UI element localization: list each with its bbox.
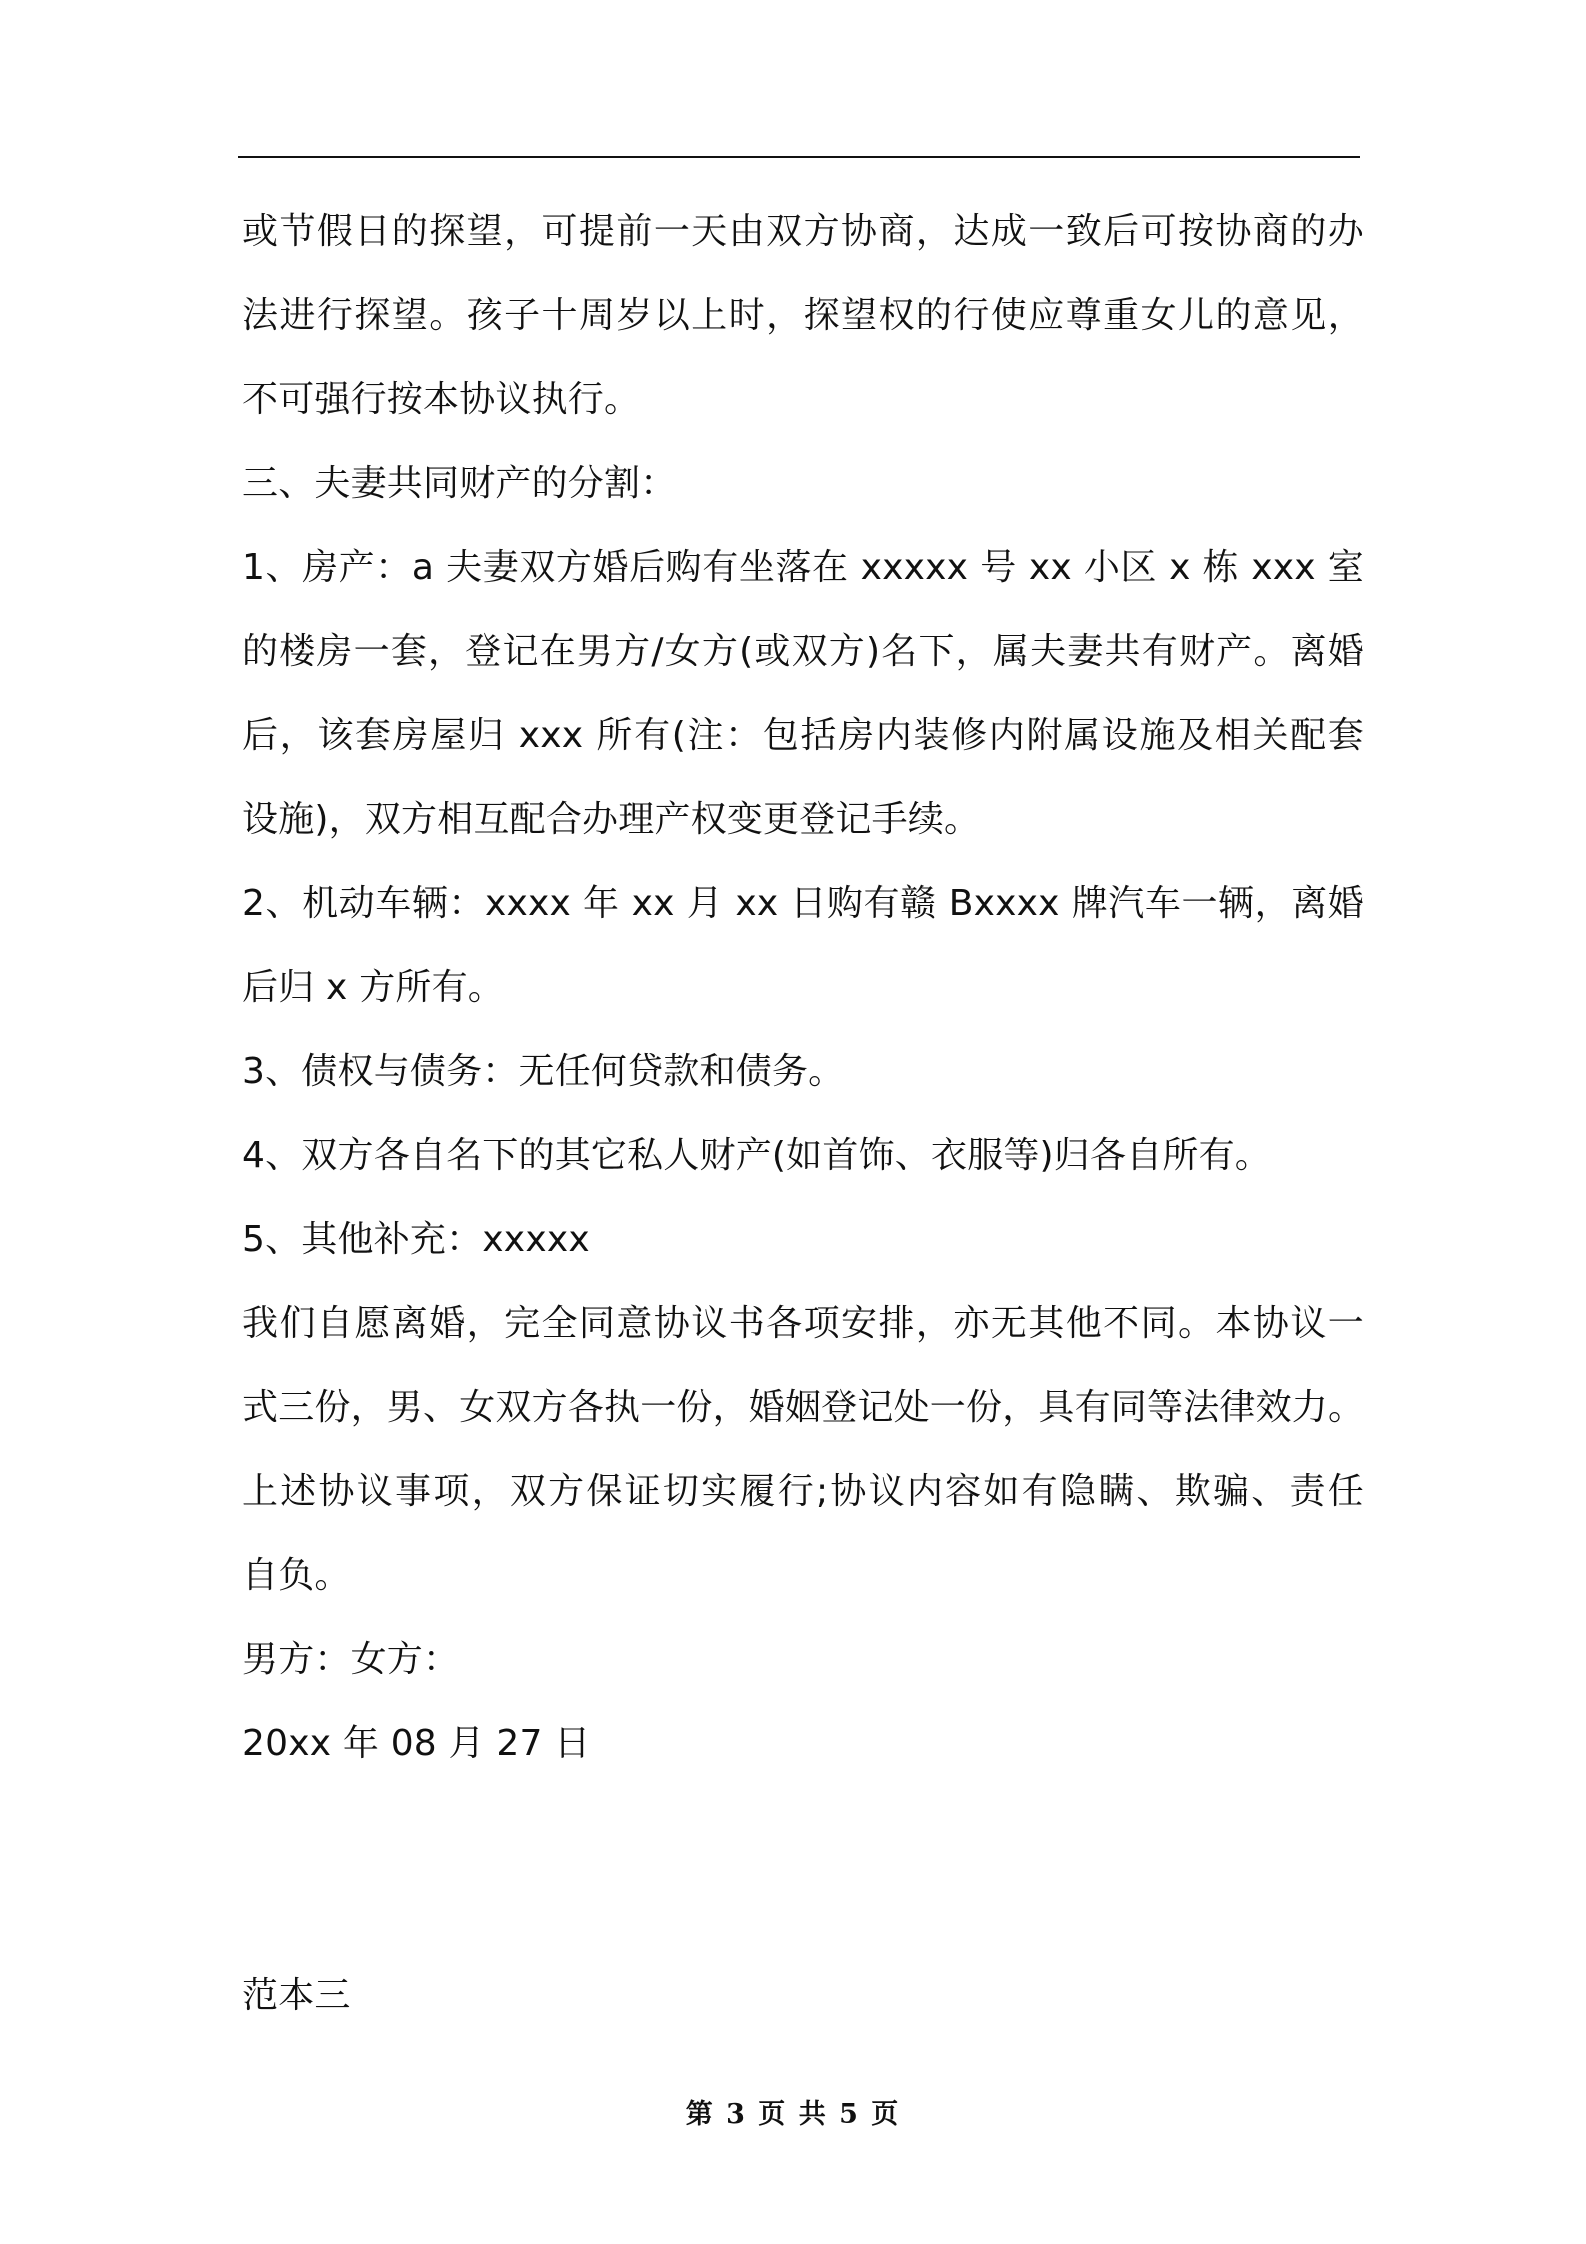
paragraph-line: 或节假日的探望，可提前一天由双方协商，达成一致后可按协商的办 [242, 211, 1364, 252]
spacer [242, 1786, 1364, 1954]
paragraph-line: 2、机动车辆：xxxx 年 xx 月 xx 日购有赣 Bxxxx 牌汽车一辆，离婚 [242, 883, 1364, 924]
section-heading-property: 三、夫妻共同财产的分割： [242, 463, 677, 504]
signature-line: 男方：女方： [242, 1639, 460, 1680]
paragraph-line: 3、债权与债务：无任何贷款和债务。 [242, 1051, 845, 1092]
paragraph-line: 我们自愿离婚，完全同意协议书各项安排，亦无其他不同。本协议一 [242, 1303, 1364, 1344]
paragraph-line: 自负。 [242, 1555, 351, 1596]
paragraph-line: 设施)，双方相互配合办理产权变更登记手续。 [242, 799, 981, 840]
paragraph-line: 的楼房一套，登记在男方/女方(或双方)名下，属夫妻共有财产。离婚 [242, 631, 1364, 672]
paragraph-line: 式三份，男、女双方各执一份，婚姻登记处一份，具有同等法律效力。 [242, 1387, 1365, 1428]
paragraph-line: 法进行探望。孩子十周岁以上时，探望权的行使应尊重女儿的意见， [242, 295, 1364, 336]
paragraph-line: 上述协议事项，双方保证切实履行;协议内容如有隐瞒、欺骗、责任 [242, 1471, 1364, 1512]
paragraph-line: 1、房产：a 夫妻双方婚后购有坐落在 xxxxx 号 xx 小区 x 栋 xxx 室 [242, 547, 1364, 588]
document-body [242, 190, 1364, 2038]
paragraph-line: 4、双方各自名下的其它私人财产(如首饰、衣服等)归各自所有。 [242, 1135, 1271, 1176]
section-heading-template-three: 范本三 [242, 1975, 351, 2016]
paragraph-line: 后归 x 方所有。 [242, 967, 504, 1008]
header-rule [238, 156, 1360, 158]
paragraph-line: 5、其他补充：xxxxx [242, 1219, 590, 1260]
date-line: 20xx 年 08 月 27 日 [242, 1723, 591, 1764]
paragraph-line: 后，该套房屋归 xxx 所有(注：包括房内装修内附属设施及相关配套 [242, 715, 1364, 756]
paragraph-line: 不可强行按本协议执行。 [242, 379, 641, 420]
page-number: 第 3 页 共 5 页 [685, 2099, 901, 2130]
